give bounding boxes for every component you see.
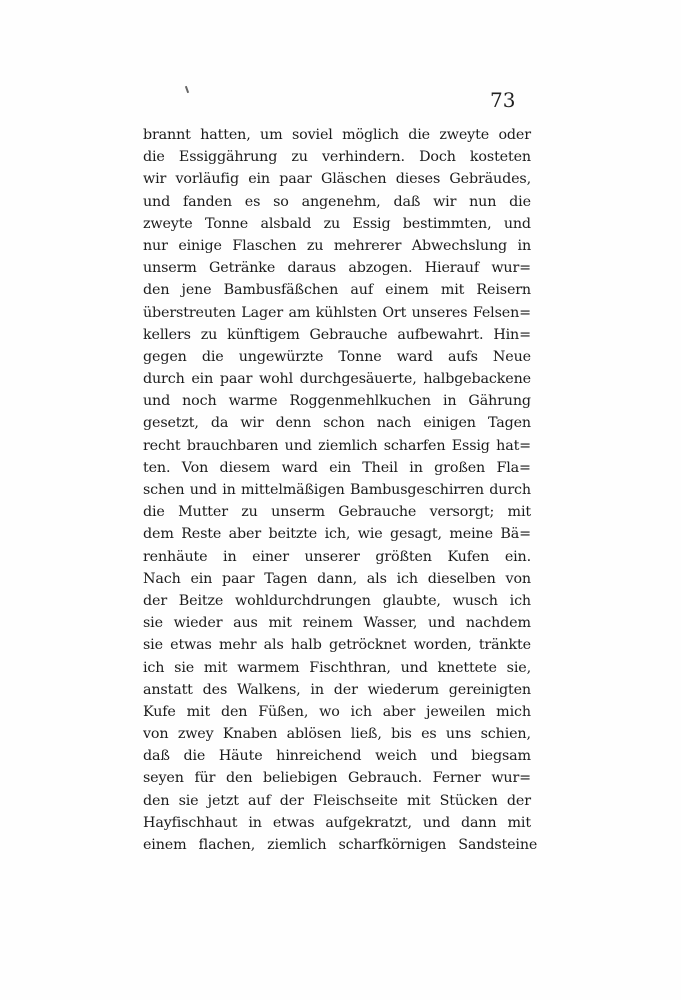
word: und (143, 393, 171, 410)
word: Essig (352, 215, 391, 232)
word: wur= (491, 770, 531, 787)
word: und (428, 615, 456, 632)
word: ein. (504, 548, 531, 565)
word: kühlsten (315, 304, 377, 321)
word: unserer (304, 548, 360, 565)
text-line (143, 412, 531, 434)
word: aufgekratzt, (325, 814, 412, 831)
word: Bambusfäßchen (223, 282, 339, 299)
word: überstreuten (143, 304, 236, 321)
word: in (222, 482, 236, 498)
word: mit (203, 659, 228, 676)
word: jetzt (207, 792, 239, 809)
word: und (143, 193, 171, 210)
word: Essig (451, 437, 490, 454)
word: und (284, 437, 312, 454)
word: aufbewahrt. (397, 326, 484, 343)
word: wohl (259, 371, 294, 388)
page-number: 73 (490, 88, 516, 112)
word: Theil (362, 459, 398, 476)
word: schen (143, 482, 185, 498)
word: aufs (448, 348, 478, 365)
word: von (143, 726, 169, 743)
word: Füßen, (258, 703, 309, 720)
word: großen (434, 459, 486, 476)
word: mehr (218, 637, 257, 654)
word: mehrerer (333, 237, 402, 254)
word: in (223, 548, 237, 565)
word: die (408, 127, 430, 143)
word: daß (143, 748, 170, 765)
word: meine (449, 526, 493, 543)
word: wur= (491, 260, 531, 277)
text-line (143, 146, 531, 168)
word: reinem (302, 615, 353, 632)
word: Kufen (447, 548, 490, 565)
word: ein (248, 171, 270, 188)
word: Doch (419, 149, 456, 166)
word: wie (357, 526, 383, 543)
word: Gebrauch. (347, 770, 422, 787)
word: Gebrauche (309, 326, 388, 343)
word: auf (248, 792, 271, 809)
word: renhäute (143, 548, 208, 565)
word: einer (252, 548, 289, 565)
word: Bä= (500, 526, 531, 543)
word: schien, (480, 726, 531, 743)
word: nachdem (465, 615, 531, 632)
word: gesetzt, (143, 415, 199, 432)
word: sie (143, 637, 163, 654)
word: da (210, 415, 229, 432)
word: und (503, 215, 531, 232)
word: ein (191, 371, 214, 388)
word: sie (174, 659, 195, 676)
word: es (421, 726, 437, 743)
word: ein (329, 459, 351, 476)
word: jene (181, 282, 212, 299)
text-line (143, 790, 531, 812)
word: versorgt; (429, 504, 495, 521)
word: von (505, 570, 531, 587)
text-line (143, 523, 531, 545)
word: wiederum (367, 681, 439, 698)
word: mit (268, 615, 292, 632)
word: in (310, 681, 324, 698)
word: die (183, 748, 206, 765)
word: ich (350, 703, 372, 720)
word: Hayfischhaut (143, 814, 238, 831)
word: dem (143, 526, 174, 543)
word: Fleischseite (312, 792, 398, 809)
word: durch (143, 371, 185, 388)
text-line (143, 324, 531, 346)
word: Gebräudes, (449, 171, 531, 188)
word: Von (181, 459, 209, 476)
word: uns (445, 726, 472, 743)
word: wieder (173, 615, 223, 632)
word: Ort (382, 304, 407, 321)
word: etwas (272, 814, 315, 831)
word: der (143, 592, 167, 609)
word: paar (222, 570, 255, 587)
word: Tonne (204, 215, 249, 232)
word: Ferner (432, 770, 481, 787)
word: Tagen (487, 415, 531, 432)
word: dieselben (427, 570, 496, 587)
word: zu (306, 237, 324, 254)
text-line (143, 834, 538, 856)
word: warmem (237, 659, 300, 676)
word: halb (290, 637, 322, 654)
word: mittelmäßigen (240, 482, 345, 498)
word: paar (279, 171, 312, 188)
word: Flaschen (232, 237, 297, 254)
word: weich (375, 748, 417, 765)
word: ward (396, 348, 433, 365)
text-line (143, 701, 531, 723)
word: scharfkörnigen (338, 837, 447, 853)
word: Walkens, (237, 681, 301, 698)
word: der (333, 681, 358, 698)
word: schon (323, 415, 365, 432)
word: dann, (317, 570, 357, 587)
word: unserm (271, 504, 325, 521)
word: des (202, 681, 228, 698)
word: in (517, 237, 531, 254)
word: Gläschen (320, 171, 387, 188)
word: denn (275, 415, 312, 432)
word: knettete (437, 659, 497, 676)
word: ich (396, 570, 418, 587)
word: wir (240, 415, 264, 432)
text-line (143, 257, 531, 279)
word: wir (143, 171, 167, 188)
word: oder (498, 127, 531, 143)
word: Abwechslung (411, 237, 508, 254)
word: soviel (291, 127, 333, 143)
word: sie (178, 792, 199, 809)
word: Neue (492, 348, 531, 365)
word: beliebigen (263, 770, 338, 787)
word: ließ, (350, 726, 382, 743)
word: aus (233, 615, 258, 632)
text-line (143, 812, 531, 834)
word: brannt (143, 127, 191, 143)
text-line (143, 568, 531, 590)
text-line (143, 723, 531, 745)
word: durchgesäuerte, (299, 371, 417, 388)
word: Gebrauche (338, 504, 417, 521)
text-line (143, 191, 531, 213)
text-line (143, 235, 531, 257)
word: mich (496, 703, 531, 720)
text-line (143, 302, 531, 324)
text-line (143, 679, 531, 701)
word: Wasser, (363, 615, 418, 632)
word: den (143, 282, 170, 299)
word: und (189, 482, 217, 498)
word: um (260, 127, 283, 143)
word: mit (507, 504, 531, 521)
word: wo (319, 703, 340, 720)
word: flachen, (198, 837, 256, 853)
word: mit (440, 282, 465, 299)
text-line (143, 590, 531, 612)
word: alsbald (260, 215, 312, 232)
word: zu (200, 326, 218, 343)
word: noch (182, 393, 217, 410)
word: diesem (219, 459, 271, 476)
word: ich (509, 592, 531, 609)
word: durch (489, 482, 531, 498)
word: kellers (143, 326, 191, 343)
text-line (143, 546, 531, 568)
word: auf (350, 282, 373, 299)
word: kosteten (469, 149, 531, 166)
printer-mark (185, 86, 189, 93)
word: biegsam (471, 748, 531, 765)
word: jeweilen (426, 703, 486, 720)
word: glaubte, (382, 592, 441, 609)
text-line (143, 124, 531, 146)
word: mit (186, 703, 211, 720)
word: Roggenmehlkuchen (289, 393, 431, 410)
word: ich, (324, 526, 351, 543)
word: die (509, 193, 531, 210)
word: einigen (423, 415, 476, 432)
word: recht (143, 437, 181, 454)
word: und (400, 659, 428, 676)
word: gereinigten (448, 681, 531, 698)
word: zweyte (439, 127, 490, 143)
text-line (143, 767, 531, 789)
word: brauchbaren (186, 437, 279, 454)
word: Stücken (439, 792, 498, 809)
word: am (288, 304, 311, 321)
word: Hierauf (424, 260, 480, 277)
word: vorläufig (175, 171, 239, 188)
word: bestimmten, (402, 215, 492, 232)
word: Beitze (178, 592, 224, 609)
word: wohldurchdrungen (234, 592, 371, 609)
word: in (248, 814, 262, 831)
word: Knaben (222, 726, 278, 743)
text-line (143, 346, 531, 368)
word: Häute (218, 748, 263, 765)
word: abzogen. (348, 260, 413, 277)
word: die (201, 348, 224, 365)
word: zu (291, 149, 308, 166)
word: nach (376, 415, 412, 432)
word: als (263, 637, 284, 654)
word: bis (391, 726, 412, 743)
word: Felsen= (472, 304, 531, 321)
word: worden, (413, 637, 472, 654)
word: Kufe (143, 703, 176, 720)
word: mit (407, 792, 431, 809)
word: den (220, 703, 248, 720)
word: einem (385, 282, 429, 299)
word: und (430, 748, 458, 765)
word: daß (393, 193, 421, 210)
text-line (143, 501, 531, 523)
word: als (366, 570, 387, 587)
text-line (143, 279, 531, 301)
word: gesagt, (390, 526, 442, 543)
word: und (422, 814, 450, 831)
word: ich (143, 659, 165, 676)
word: warme (228, 393, 278, 410)
word: dann (460, 814, 497, 831)
word: in (409, 459, 423, 476)
word: nur (143, 237, 168, 254)
word: aber (382, 703, 416, 720)
word: nun (469, 193, 497, 210)
word: hat= (496, 437, 531, 454)
word: Sandsteine (458, 837, 538, 853)
word: ablösen (286, 726, 342, 743)
word: Reisern (476, 282, 531, 299)
text-line (143, 435, 531, 457)
word: hatten, (200, 127, 251, 143)
word: ziemlich (318, 437, 378, 454)
text-line (143, 612, 531, 634)
text-line (143, 368, 531, 390)
word: paar (219, 371, 253, 388)
word: Tagen (264, 570, 308, 587)
word: sie, (506, 659, 531, 676)
word: Bambusgeschirren (350, 482, 484, 498)
word: hinreichend (276, 748, 362, 765)
word: angenehm, (301, 193, 381, 210)
word: künftigem (227, 326, 300, 343)
word: tränkte (478, 637, 531, 654)
word: Reste (181, 526, 222, 543)
text-line (143, 745, 531, 767)
word: für (194, 770, 216, 787)
word: möglich (342, 127, 399, 143)
word: sie (143, 615, 163, 632)
word: es (244, 193, 261, 210)
word: größten (375, 548, 432, 565)
word: den (143, 792, 170, 809)
word: die (143, 504, 165, 521)
word: der (279, 792, 304, 809)
word: Hin= (493, 326, 531, 343)
word: etwas (170, 637, 212, 654)
word: unseres (411, 304, 468, 321)
word: halbgebackene (423, 371, 531, 388)
word: Lager (241, 304, 284, 321)
word: die (143, 149, 165, 166)
body-text (143, 124, 538, 856)
word: anstatt (143, 681, 193, 698)
word: ten. (143, 459, 171, 476)
word: getröcknet (328, 637, 407, 654)
text-line (143, 479, 531, 501)
word: wir (433, 193, 457, 210)
word: scharfen (383, 437, 446, 454)
word: gegen (143, 348, 187, 365)
word: Fischthran, (309, 659, 391, 676)
text-line (143, 213, 531, 235)
word: ein (190, 570, 213, 587)
word: fanden (182, 193, 232, 210)
text-line (143, 457, 531, 479)
word: daraus (287, 260, 337, 277)
word: zweyte (143, 215, 193, 232)
word: zu (323, 215, 341, 232)
word: einige (178, 237, 222, 254)
word: seyen (143, 770, 184, 787)
text-line (143, 168, 531, 190)
text-line (143, 390, 531, 412)
word: verhindern. (322, 149, 405, 166)
word: ward (281, 459, 318, 476)
word: ziemlich (267, 837, 327, 853)
word: der (506, 792, 531, 809)
word: so (273, 193, 289, 210)
text-line (143, 634, 531, 656)
word: Nach (143, 570, 181, 587)
word: dieses (395, 171, 441, 188)
word: Gährung (468, 393, 531, 410)
word: aber (228, 526, 262, 543)
text-line (143, 657, 531, 679)
word: unserm (143, 260, 197, 277)
word: Essiggährung (178, 149, 278, 166)
word: Tonne (338, 348, 382, 365)
word: ungewürzte (238, 348, 324, 365)
word: zu (241, 504, 258, 521)
word: beitzte (268, 526, 318, 543)
word: Mutter (178, 504, 228, 521)
word: mit (507, 814, 531, 831)
word: in (442, 393, 457, 410)
word: den (226, 770, 253, 787)
word: wusch (452, 592, 498, 609)
word: Fla= (496, 459, 531, 476)
word: zwey (177, 726, 214, 743)
word: einem (143, 837, 187, 853)
word: Getränke (209, 260, 276, 277)
